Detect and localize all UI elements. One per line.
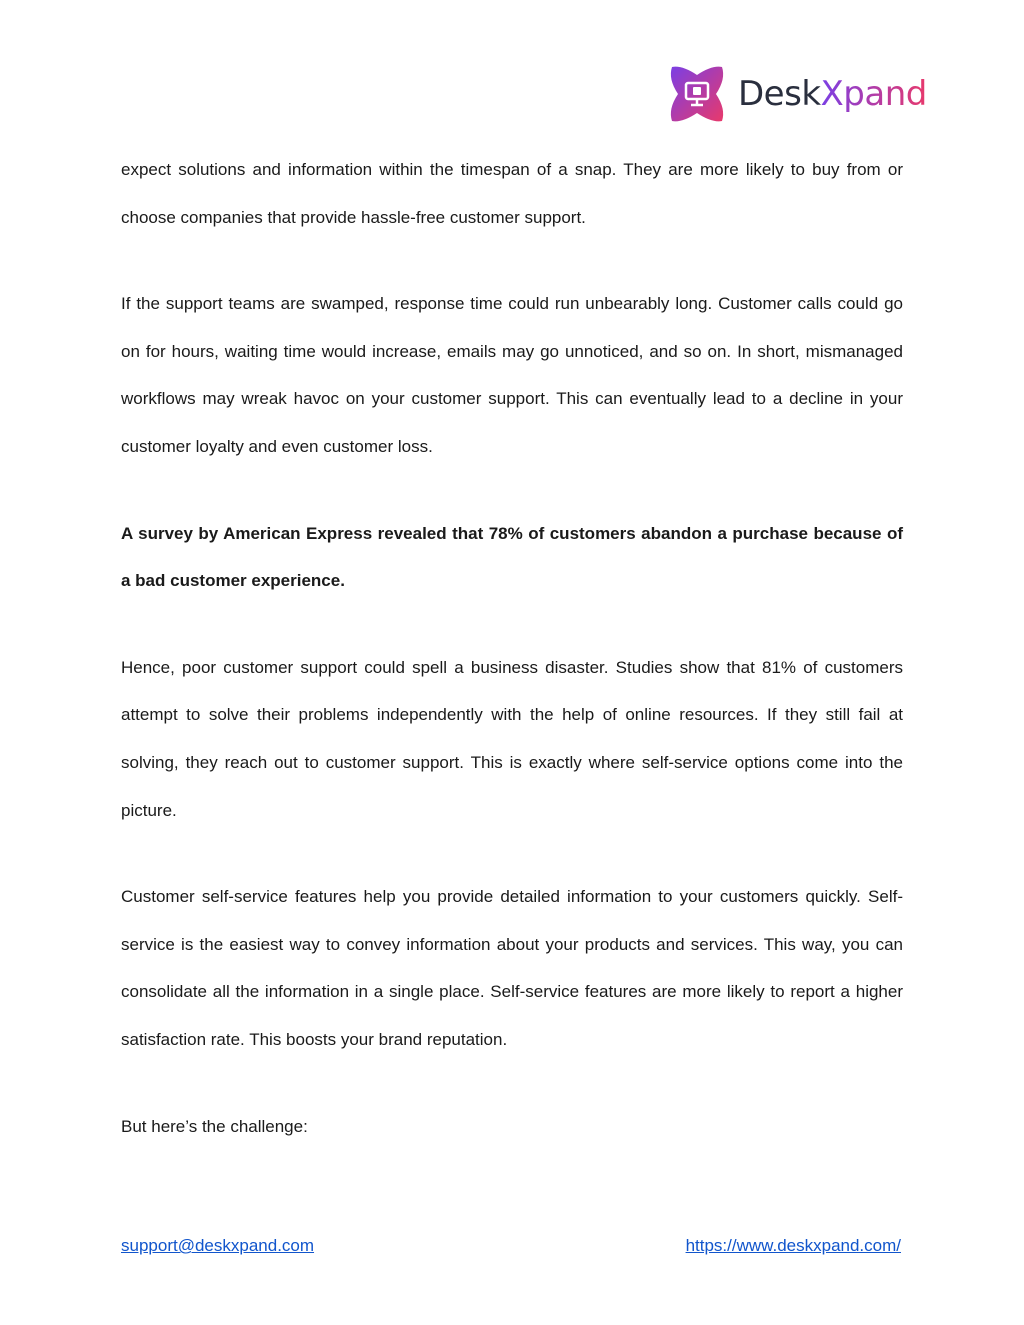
page-footer [121,1236,901,1256]
logo-word-xpand: Xpand [820,74,927,114]
deskxpand-logo-icon [664,61,730,127]
document-body [121,146,903,1150]
paragraph-survey-highlight: A survey by American Express revealed that 78% of customers abandon a purchase because of a bad customer experience. [121,523,903,591]
brand-logo [664,60,927,128]
logo-word-desk: Desk [738,74,821,114]
website-link[interactable]: https://www.deskxpand.com/ [685,1236,901,1255]
paragraph-challenge: But here’s the challenge: [121,1116,308,1136]
support-email-link[interactable]: support@deskxpand.com [121,1236,315,1255]
paragraph-swamped-teams: If the support teams are swamped, response time could run unbearably long. Customer calls could go on for hours, waiting time would increase, emails may go unnoticed, and so on. In short, mismanaged workflows may wreak havoc on your customer support. This can eventually lead to a decline in your customer loyalty and even customer loss. [121,294,903,456]
paragraph-poor-support: Hence, poor customer support could spell a business disaster. Studies show that 81% of customers attempt to solve their problems independently with the help of online resources. If they still fail at solving, they reach out to customer support. This is exactly where self-service options come into the picture. [121,657,903,820]
logo-wordmark [738,74,927,114]
paragraph-intro: expect solutions and information within the timespan of a snap. They are more likely to buy from or choose companies that provide hassle-free customer support. [121,160,903,227]
paragraph-self-service: Customer self-service features help you provide detailed information to your customers quickly. Self-service is the easiest way to convey information about your products and services. This way, you can consolidate all the information in a single place. Self-service features are more likely to report a higher satisfaction rate. This boosts your brand reputation. [121,887,903,1049]
